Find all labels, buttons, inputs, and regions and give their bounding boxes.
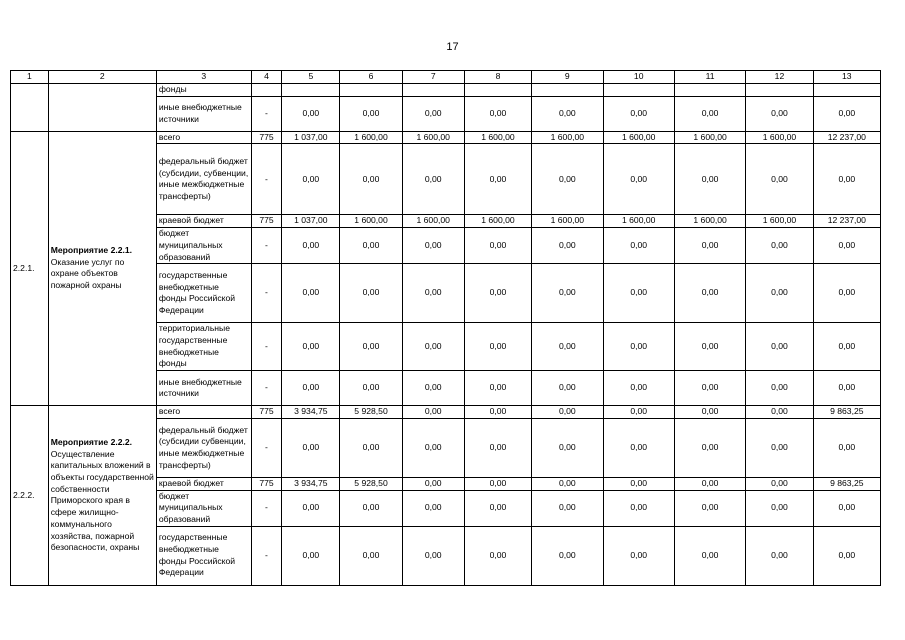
value-cell: 0,00 [340, 264, 402, 323]
value-cell: 0,00 [746, 406, 813, 419]
table-row [11, 131, 881, 144]
value-cell: 775 [251, 131, 282, 144]
source-cell: территориальные государственные внебюджетные фонды [156, 323, 251, 371]
value-cell: 12 237,00 [813, 215, 880, 228]
value-cell: 0,00 [282, 371, 340, 406]
value-cell: 0,00 [674, 323, 745, 371]
value-cell: 0,00 [402, 490, 464, 526]
source-cell: всего [156, 406, 251, 419]
value-cell: 0,00 [532, 371, 603, 406]
value-cell: 0,00 [746, 490, 813, 526]
value-cell: 775 [251, 406, 282, 419]
value-cell: 0,00 [813, 228, 880, 264]
value-cell: 0,00 [674, 477, 745, 490]
event-cell [48, 406, 156, 586]
value-cell: 0,00 [282, 228, 340, 264]
value-cell: 0,00 [532, 477, 603, 490]
value-cell: 5 928,50 [340, 477, 402, 490]
value-cell: 0,00 [340, 144, 402, 215]
source-cell: государственные внебюджетные фонды Российской Федерации [156, 264, 251, 323]
value-cell: 0,00 [402, 406, 464, 419]
value-cell [464, 84, 531, 97]
value-cell: 0,00 [464, 371, 531, 406]
value-cell: 0,00 [340, 526, 402, 585]
value-cell: 1 600,00 [402, 131, 464, 144]
column-header: 4 [251, 71, 282, 84]
value-cell: 1 600,00 [532, 131, 603, 144]
value-cell: 0,00 [464, 490, 531, 526]
value-cell: 0,00 [340, 323, 402, 371]
value-cell: 0,00 [464, 264, 531, 323]
value-cell: 0,00 [674, 490, 745, 526]
value-cell: 0,00 [340, 418, 402, 477]
value-cell: - [251, 526, 282, 585]
value-cell: 0,00 [674, 228, 745, 264]
column-header: 5 [282, 71, 340, 84]
value-cell: 0,00 [746, 144, 813, 215]
table-row [11, 406, 881, 419]
source-cell: бюджет муниципальных образований [156, 490, 251, 526]
column-header: 2 [48, 71, 156, 84]
value-cell: 0,00 [532, 406, 603, 419]
value-cell: 0,00 [340, 490, 402, 526]
event-cell [48, 84, 156, 132]
value-cell [251, 84, 282, 97]
value-cell: 1 600,00 [340, 131, 402, 144]
value-cell: 0,00 [603, 96, 674, 131]
value-cell: 5 928,50 [340, 406, 402, 419]
value-cell: 0,00 [603, 406, 674, 419]
value-cell: 0,00 [282, 418, 340, 477]
source-cell: фонды [156, 84, 251, 97]
value-cell: - [251, 323, 282, 371]
value-cell: 0,00 [402, 418, 464, 477]
value-cell: 0,00 [464, 323, 531, 371]
value-cell: 9 863,25 [813, 477, 880, 490]
value-cell: 775 [251, 215, 282, 228]
value-cell: 0,00 [532, 144, 603, 215]
value-cell: 1 600,00 [464, 131, 531, 144]
value-cell: 1 600,00 [746, 215, 813, 228]
value-cell: 0,00 [282, 490, 340, 526]
value-cell: 0,00 [532, 323, 603, 371]
value-cell: 0,00 [674, 526, 745, 585]
value-cell: 0,00 [813, 371, 880, 406]
value-cell: 0,00 [746, 371, 813, 406]
event-description: Оказание услуг по охране объектов пожарной охраны [50, 256, 125, 291]
value-cell: 0,00 [402, 96, 464, 131]
value-cell [402, 84, 464, 97]
code-cell: 2.2.1. [11, 131, 49, 406]
value-cell: 0,00 [282, 323, 340, 371]
source-cell: бюджет муниципальных образований [156, 228, 251, 264]
value-cell: - [251, 264, 282, 323]
value-cell: 1 600,00 [603, 215, 674, 228]
value-cell: 0,00 [532, 526, 603, 585]
value-cell [813, 84, 880, 97]
value-cell: 0,00 [464, 526, 531, 585]
value-cell: 0,00 [674, 96, 745, 131]
value-cell: 0,00 [340, 96, 402, 131]
value-cell: 0,00 [603, 264, 674, 323]
value-cell: 0,00 [674, 406, 745, 419]
value-cell: 0,00 [674, 264, 745, 323]
source-cell: федеральный бюджет (субсидии субвенции, иные межбюджетные трансферты) [156, 418, 251, 477]
value-cell: 0,00 [282, 144, 340, 215]
value-cell: 0,00 [674, 144, 745, 215]
column-header: 6 [340, 71, 402, 84]
column-header: 13 [813, 71, 880, 84]
value-cell [603, 84, 674, 97]
value-cell: 0,00 [464, 96, 531, 131]
source-cell: краевой бюджет [156, 477, 251, 490]
value-cell: 0,00 [282, 264, 340, 323]
value-cell: 0,00 [746, 418, 813, 477]
value-cell: 0,00 [603, 371, 674, 406]
code-cell [11, 84, 49, 132]
value-cell: - [251, 418, 282, 477]
event-cell [48, 131, 156, 406]
value-cell: 0,00 [464, 228, 531, 264]
column-header: 7 [402, 71, 464, 84]
value-cell: - [251, 144, 282, 215]
value-cell [282, 84, 340, 97]
value-cell: 0,00 [402, 323, 464, 371]
source-cell: иные внебюджетные источники [156, 371, 251, 406]
page-number: 17 [446, 41, 459, 53]
source-cell: краевой бюджет [156, 215, 251, 228]
value-cell: 0,00 [813, 418, 880, 477]
source-cell: государственные внебюджетные фонды Российской Федерации [156, 526, 251, 585]
value-cell: 0,00 [674, 418, 745, 477]
column-header: 9 [532, 71, 603, 84]
value-cell: 1 037,00 [282, 215, 340, 228]
value-cell: 0,00 [813, 96, 880, 131]
value-cell: 1 037,00 [282, 131, 340, 144]
value-cell: 775 [251, 477, 282, 490]
source-cell: всего [156, 131, 251, 144]
value-cell: 3 934,75 [282, 406, 340, 419]
value-cell: 0,00 [603, 144, 674, 215]
value-cell: 0,00 [532, 490, 603, 526]
value-cell: 0,00 [464, 418, 531, 477]
value-cell: 3 934,75 [282, 477, 340, 490]
value-cell: 0,00 [813, 526, 880, 585]
value-cell [532, 84, 603, 97]
value-cell: 0,00 [402, 526, 464, 585]
event-title: Мероприятие 2.2.1. [50, 245, 133, 256]
source-cell: федеральный бюджет (субсидии, субвенции, иные межбюджетные трансферты) [156, 144, 251, 215]
value-cell: 0,00 [532, 264, 603, 323]
value-cell: 0,00 [340, 228, 402, 264]
value-cell: 0,00 [603, 418, 674, 477]
value-cell: 0,00 [603, 323, 674, 371]
value-cell: 0,00 [402, 144, 464, 215]
column-header: 3 [156, 71, 251, 84]
value-cell [746, 84, 813, 97]
value-cell [340, 84, 402, 97]
value-cell: 9 863,25 [813, 406, 880, 419]
value-cell: 0,00 [746, 323, 813, 371]
value-cell: 0,00 [532, 418, 603, 477]
value-cell: 1 600,00 [464, 215, 531, 228]
value-cell: 12 237,00 [813, 131, 880, 144]
value-cell: 0,00 [402, 477, 464, 490]
value-cell: 1 600,00 [746, 131, 813, 144]
value-cell [674, 84, 745, 97]
value-cell: 0,00 [746, 477, 813, 490]
column-header: 8 [464, 71, 531, 84]
value-cell: 0,00 [464, 144, 531, 215]
column-header: 1 [11, 71, 49, 84]
value-cell: - [251, 371, 282, 406]
value-cell: - [251, 96, 282, 131]
value-cell: 1 600,00 [674, 215, 745, 228]
value-cell: 0,00 [402, 264, 464, 323]
value-cell: 0,00 [282, 526, 340, 585]
column-header: 10 [603, 71, 674, 84]
event-description: Осуществление капитальных вложений в объекты государственной собственности Приморского края в сфере жилищно-коммунального хозяйства, пожарной безопасности, охраны [50, 448, 154, 553]
value-cell: 0,00 [813, 323, 880, 371]
column-header: 12 [746, 71, 813, 84]
value-cell: 0,00 [746, 96, 813, 131]
value-cell: 0,00 [746, 228, 813, 264]
value-cell: 0,00 [464, 406, 531, 419]
value-cell: 0,00 [603, 490, 674, 526]
value-cell: 0,00 [340, 371, 402, 406]
value-cell: 0,00 [603, 228, 674, 264]
value-cell: 0,00 [813, 490, 880, 526]
value-cell: 1 600,00 [340, 215, 402, 228]
code-cell: 2.2.2. [11, 406, 49, 586]
source-cell: иные внебюджетные источники [156, 96, 251, 131]
value-cell: 0,00 [813, 144, 880, 215]
value-cell: 0,00 [402, 371, 464, 406]
table-row [11, 84, 881, 97]
value-cell: 1 600,00 [603, 131, 674, 144]
value-cell: 0,00 [532, 96, 603, 131]
value-cell: 0,00 [402, 228, 464, 264]
value-cell: - [251, 228, 282, 264]
event-title: Мероприятие 2.2.2. [50, 436, 133, 447]
column-number-row [11, 71, 881, 84]
value-cell: 0,00 [746, 264, 813, 323]
value-cell: 0,00 [464, 477, 531, 490]
value-cell: 1 600,00 [402, 215, 464, 228]
value-cell: 0,00 [532, 228, 603, 264]
value-cell: 0,00 [746, 526, 813, 585]
value-cell: 0,00 [674, 371, 745, 406]
value-cell: 1 600,00 [674, 131, 745, 144]
value-cell: 0,00 [603, 477, 674, 490]
value-cell: - [251, 490, 282, 526]
value-cell: 0,00 [282, 96, 340, 131]
column-header: 11 [674, 71, 745, 84]
value-cell: 1 600,00 [532, 215, 603, 228]
value-cell: 0,00 [813, 264, 880, 323]
budget-table [10, 70, 881, 586]
value-cell: 0,00 [603, 526, 674, 585]
